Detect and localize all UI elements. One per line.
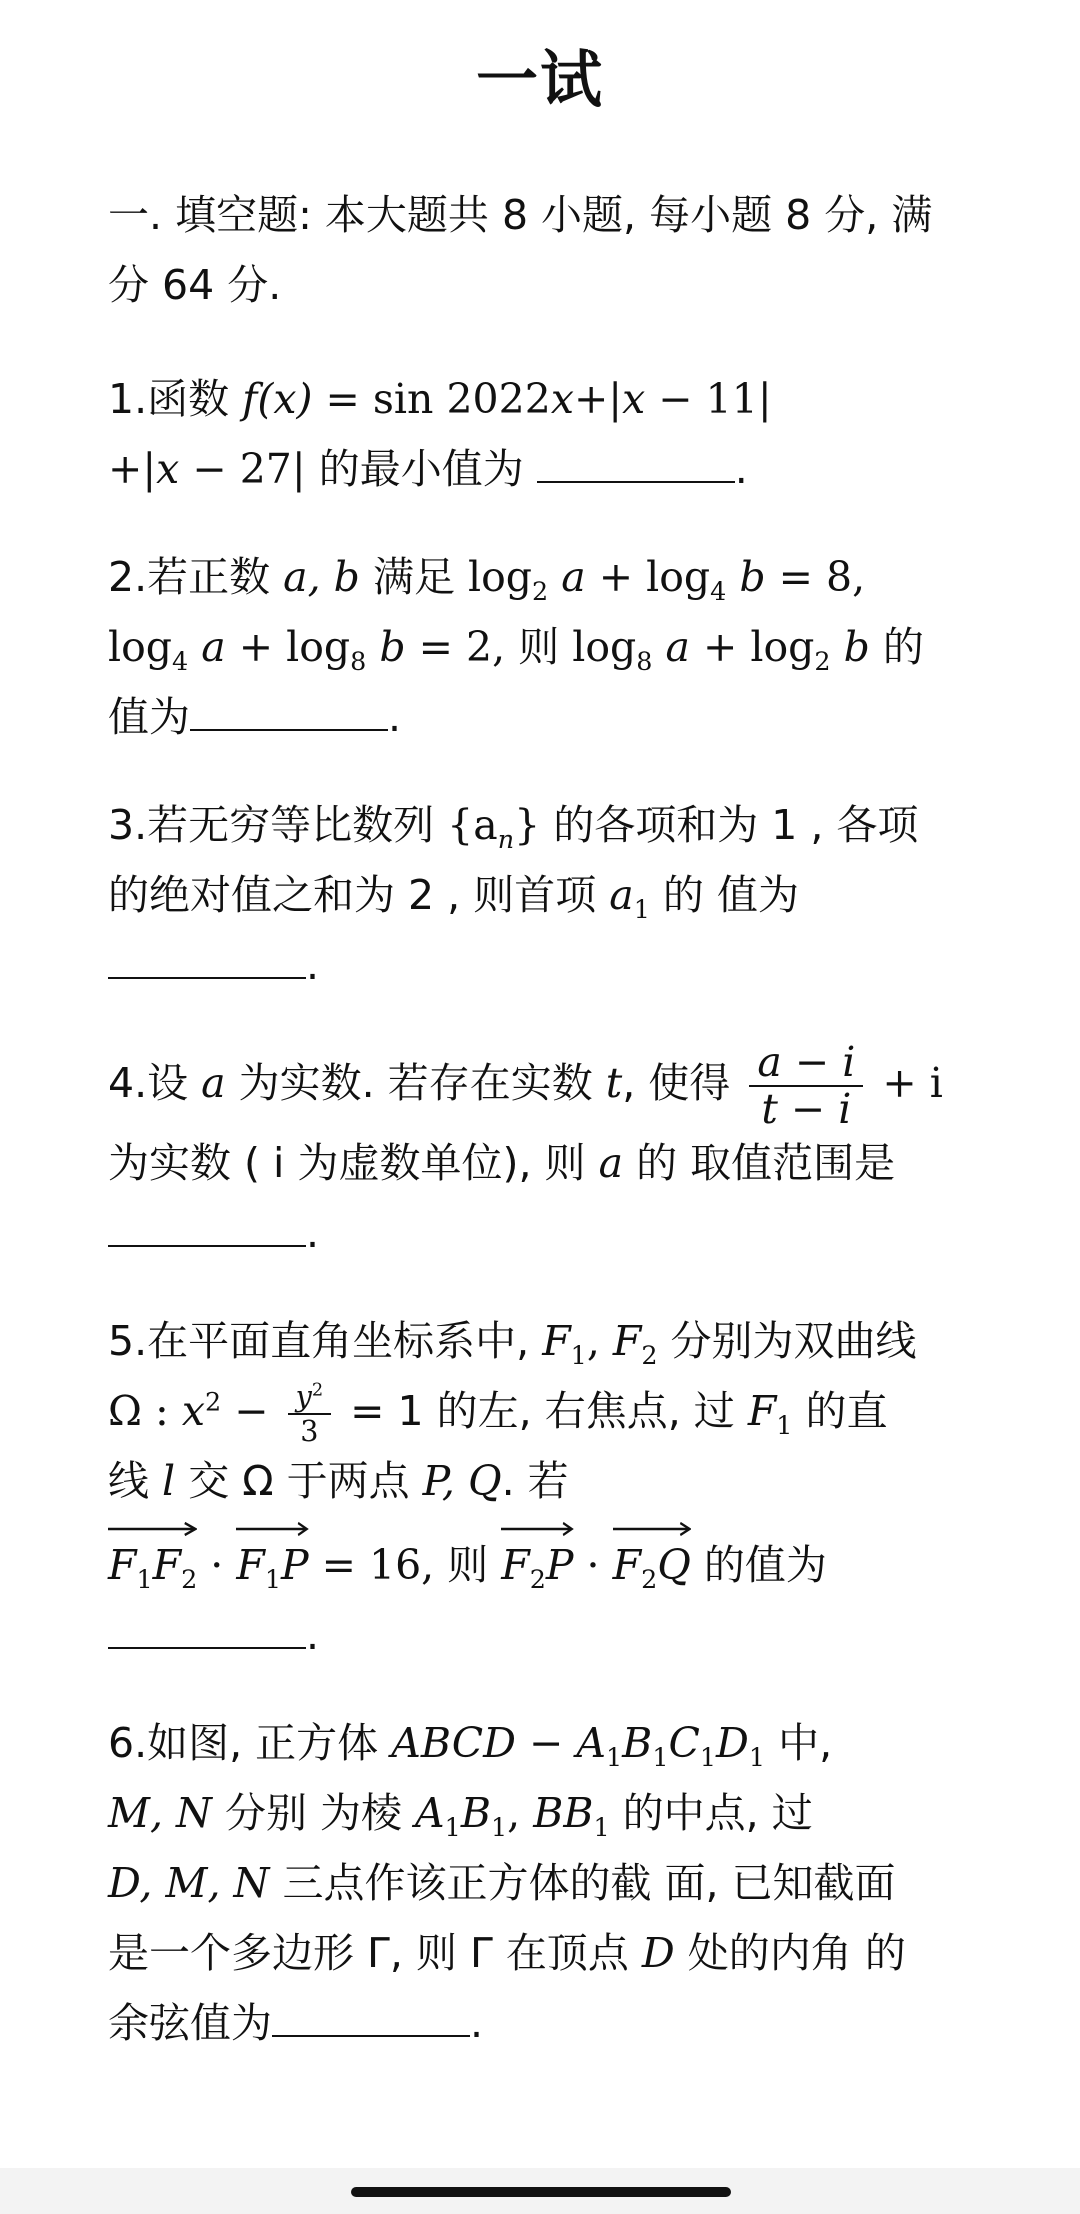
q3-line-2: 的绝对值之和为 2 , 则首项 $a_1$ 的 值为 [108,871,799,925]
q5-line-1: 5.在平面直角坐标系中, $F_1$, $F_2$ 分别为双曲线 [108,1317,917,1371]
q1-line-1: 1.函数 f(x) = sin 2022x+|x − 11| [108,375,772,423]
q2-line-1: 2.若正数 a, b 满足 $\log_2 a + \log_4 b = 8$, [108,553,866,607]
q4-line-3: . [108,1198,978,1268]
q6-line-4: 是一个多边形 Γ, 则 Γ 在顶点 D 处的内角 的 [108,1929,906,1977]
q1-line-2: +|x − 27| 的最小值为 . [108,445,748,493]
question-5 [108,1306,978,1670]
question-3 [108,790,978,1000]
q2-line-2: $\log_4 a + \log_8 b = 2$, 则 $\log_8 a + \log_2 b$ 的 [108,623,924,677]
q4-line-1: 4.设 a 为实数. 若存在实数 t, 使得 $\frac{a - i}{t - i}$ + i [108,1038,943,1133]
answer-blank-2[interactable] [190,693,388,731]
q6-line-1: 6.如图, 正方体 ABCD − $A_1B_1C_1D_1$ 中, [108,1719,833,1773]
answer-blank-5[interactable] [108,1611,306,1649]
answer-blank-4[interactable] [108,1209,306,1247]
home-indicator[interactable] [351,2187,731,2197]
q6-line-3: D, M, N 三点作该正方体的截 面, 已知截面 [108,1859,896,1907]
q5-line-5: . [108,1600,978,1670]
q3-line-3: . [108,930,978,1000]
exam-content [108,180,978,2096]
q5-line-2: Ω : $x^2$ − $\frac{y^2}{3}$ = 1 的左, 右焦点, 过 $F_1$ 的直 [108,1379,888,1448]
page-title: 一试 [475,43,604,116]
intro-line-1: 一. 填空题: 本大题共 8 小题, 每小题 8 分, 满 [108,191,933,239]
section-intro [108,180,978,320]
vector-F2P: $F_2P$ [501,1545,573,1586]
vector-F1P: $F_1P$ [236,1545,308,1586]
q5-line-3: 线 l 交 Ω 于两点 P, Q. 若 [108,1457,569,1505]
answer-blank-1[interactable] [537,445,735,483]
vector-arrow-icon [108,1521,197,1537]
question-4 [108,1038,978,1268]
q6-line-5: 余弦值为 . [108,1999,484,2047]
q4-line-2: 为实数 ( i 为虚数单位), 则 a 的 取值范围是 [108,1139,896,1187]
fraction: $\frac{a - i}{t - i}$ [749,1040,863,1132]
question-2 [108,542,978,752]
answer-blank-6[interactable] [272,1999,470,2037]
vector-arrow-icon [236,1521,308,1537]
question-1 [108,364,978,504]
q3-line-1: 3.若无穷等比数列 $\{a_n\}$ 的各项和为 1 , 各项 [108,801,919,855]
answer-blank-3[interactable] [108,941,306,979]
question-6 [108,1708,978,2058]
q5-line-4: $F_1F_2$ · $F_1P = 16$, 则 $F_2P$ · $F_2Q$ 的值为 [108,1530,978,1600]
vector-arrow-icon [501,1521,573,1537]
vector-F1F2: $F_1F_2$ [108,1545,197,1586]
q6-line-2: M, N 分别 为棱 $A_1B_1$, $BB_1$ 的中点, 过 [108,1789,813,1843]
fraction-y2-over-3: $\frac{y^2}{3}$ [288,1380,332,1447]
intro-line-2: 分 64 分. [108,261,282,309]
vector-arrow-icon [613,1521,691,1537]
q2-line-3: 值为 . [108,693,402,741]
vector-F2Q: $F_2Q$ [613,1545,691,1586]
